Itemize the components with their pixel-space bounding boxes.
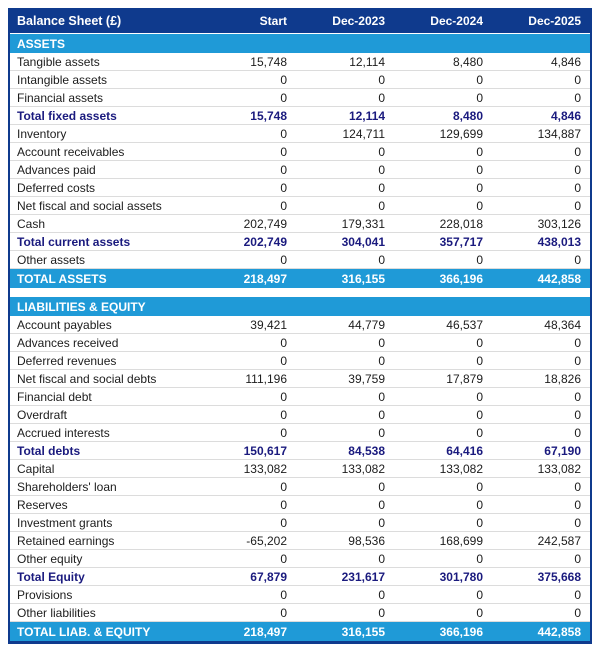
table-row: [10, 143, 590, 161]
balance-sheet-table: [8, 8, 592, 644]
table-row: [10, 532, 590, 550]
section-header-label: ASSETS: [17, 36, 66, 51]
section-header-liabilities-equity: [10, 297, 590, 316]
cell-value-start: 0: [280, 72, 287, 87]
cell-value-dec-2024: 0: [476, 587, 483, 602]
cell-value-dec-2023: 0: [378, 389, 385, 404]
cell-value-dec-2023: 0: [378, 180, 385, 195]
row-label: Tangible assets: [17, 54, 100, 69]
table-row: [10, 197, 590, 215]
row-label: Advances received: [17, 335, 119, 350]
cell-value-dec-2025: 0: [574, 144, 581, 159]
cell-value-dec-2024: 0: [476, 425, 483, 440]
cell-value-start: 0: [280, 551, 287, 566]
cell-value-start: 111,196: [245, 371, 287, 386]
table-row: [10, 550, 590, 568]
total-value-dec-2023: 316,155: [341, 624, 385, 639]
cell-value-dec-2025: 18,826: [544, 371, 581, 386]
cell-value-dec-2025: 0: [574, 72, 581, 87]
row-label: Net fiscal and social assets: [17, 198, 162, 213]
cell-value-dec-2024: 357,717: [439, 234, 483, 249]
table-row: [10, 604, 590, 622]
cell-value-dec-2025: 67,190: [544, 443, 581, 458]
row-label: Overdraft: [17, 407, 68, 422]
table-row: [10, 71, 590, 89]
cell-value-dec-2025: 0: [574, 389, 581, 404]
cell-value-dec-2023: 12,114: [349, 54, 385, 69]
cell-value-dec-2024: 17,879: [446, 371, 483, 386]
cell-value-dec-2025: 0: [574, 335, 581, 350]
cell-value-dec-2023: 98,536: [348, 533, 385, 548]
cell-value-dec-2024: 0: [476, 162, 483, 177]
column-header-dec-2023: Dec-2023: [332, 13, 385, 28]
row-label: Total fixed assets: [17, 108, 117, 123]
section-spacer: [10, 288, 590, 296]
table-row: [10, 125, 590, 143]
cell-value-dec-2025: 0: [574, 252, 581, 267]
cell-value-start: 0: [280, 162, 287, 177]
cell-value-start: 0: [280, 605, 287, 620]
table-row: [10, 215, 590, 233]
cell-value-dec-2024: 301,780: [439, 569, 483, 584]
cell-value-start: 0: [280, 144, 287, 159]
total-value-dec-2024: 366,196: [439, 624, 483, 639]
cell-value-dec-2025: 4,846: [550, 108, 581, 123]
cell-value-dec-2024: 0: [476, 497, 483, 512]
cell-value-dec-2023: 124,711: [342, 126, 385, 141]
row-label: Total debts: [17, 443, 81, 458]
row-label: Other assets: [17, 252, 86, 267]
row-label: Account receivables: [17, 144, 125, 159]
cell-value-dec-2024: 133,082: [439, 461, 483, 476]
cell-value-start: 0: [280, 335, 287, 350]
cell-value-dec-2023: 179,331: [341, 216, 385, 231]
cell-value-start: 0: [280, 515, 287, 530]
cell-value-start: 0: [280, 198, 287, 213]
total-row-label: TOTAL ASSETS: [17, 271, 107, 286]
cell-value-dec-2023: 12,114: [348, 108, 385, 123]
cell-value-dec-2025: 133,082: [537, 461, 581, 476]
table-row: [10, 334, 590, 352]
cell-value-dec-2025: 0: [574, 198, 581, 213]
row-label: Advances paid: [17, 162, 96, 177]
cell-value-dec-2024: 0: [476, 605, 483, 620]
cell-value-dec-2025: 0: [574, 587, 581, 602]
cell-value-dec-2024: 0: [476, 144, 483, 159]
row-label: Retained earnings: [17, 533, 115, 548]
row-label: Financial assets: [17, 90, 104, 105]
column-header-dec-2024: Dec-2024: [430, 13, 483, 28]
cell-value-start: 0: [280, 180, 287, 195]
row-label: Reserves: [17, 497, 68, 512]
column-header-dec-2025: Dec-2025: [528, 13, 581, 28]
row-label: Financial debt: [17, 389, 92, 404]
cell-value-dec-2025: 134,887: [537, 126, 581, 141]
cell-value-dec-2023: 0: [378, 551, 385, 566]
cell-value-dec-2023: 0: [378, 353, 385, 368]
cell-value-dec-2023: 0: [378, 90, 385, 105]
cell-value-start: 202,749: [243, 234, 287, 249]
cell-value-dec-2024: 0: [476, 389, 483, 404]
total-value-dec-2023: 316,155: [341, 271, 385, 286]
row-label: Intangible assets: [17, 72, 108, 87]
table-row: [10, 352, 590, 370]
table-row: [10, 370, 590, 388]
row-label: Accrued interests: [17, 425, 110, 440]
subtotal-row: [10, 442, 590, 460]
cell-value-start: 0: [280, 353, 287, 368]
cell-value-dec-2023: 0: [378, 497, 385, 512]
row-label: Capital: [17, 461, 55, 476]
cell-value-dec-2023: 84,538: [348, 443, 385, 458]
table-row: [10, 406, 590, 424]
column-header-start: Start: [259, 13, 287, 28]
cell-value-start: 67,879: [250, 569, 287, 584]
cell-value-dec-2024: 0: [476, 515, 483, 530]
table-row: [10, 586, 590, 604]
cell-value-dec-2023: 0: [378, 252, 385, 267]
row-label: Provisions: [17, 587, 73, 602]
table-header-row: [10, 8, 590, 33]
cell-value-dec-2025: 0: [574, 407, 581, 422]
table-row: [10, 388, 590, 406]
cell-value-start: 0: [280, 389, 287, 404]
cell-value-dec-2024: 0: [476, 72, 483, 87]
cell-value-dec-2023: 0: [378, 144, 385, 159]
cell-value-start: 0: [280, 126, 287, 141]
table-row: [10, 179, 590, 197]
cell-value-dec-2024: 228,018: [439, 216, 483, 231]
cell-value-dec-2025: 242,587: [537, 533, 581, 548]
cell-value-dec-2024: 8,480: [452, 108, 483, 123]
table-row: [10, 496, 590, 514]
row-label: Total Equity: [17, 569, 85, 584]
cell-value-start: 39,421: [250, 317, 287, 332]
cell-value-dec-2023: 0: [378, 515, 385, 530]
row-label: Deferred revenues: [17, 353, 117, 368]
cell-value-dec-2023: 0: [378, 162, 385, 177]
cell-value-dec-2024: 0: [476, 180, 483, 195]
cell-value-start: 15,748: [250, 108, 287, 123]
section-header-label: LIABILITIES & EQUITY: [17, 299, 146, 314]
cell-value-dec-2024: 129,699: [439, 126, 483, 141]
cell-value-dec-2023: 0: [378, 479, 385, 494]
cell-value-dec-2023: 39,759: [348, 371, 385, 386]
table-body: [10, 34, 590, 641]
cell-value-dec-2025: 0: [574, 479, 581, 494]
cell-value-start: 0: [280, 252, 287, 267]
row-label: Other liabilities: [17, 605, 96, 620]
total-value-start: 218,497: [243, 271, 287, 286]
cell-value-dec-2024: 0: [476, 479, 483, 494]
row-label: Inventory: [17, 126, 67, 141]
cell-value-dec-2024: 0: [476, 407, 483, 422]
cell-value-dec-2025: 303,126: [537, 216, 581, 231]
cell-value-start: 0: [280, 425, 287, 440]
total-value-start: 218,497: [243, 624, 287, 639]
cell-value-dec-2025: 0: [574, 90, 581, 105]
total-row-assets: [10, 269, 590, 288]
cell-value-dec-2023: 0: [378, 605, 385, 620]
total-row-label: TOTAL LIAB. & EQUITY: [17, 624, 151, 639]
cell-value-dec-2025: 48,364: [544, 317, 581, 332]
cell-value-start: 0: [280, 90, 287, 105]
table-row: [10, 161, 590, 179]
cell-value-dec-2023: 0: [378, 72, 385, 87]
cell-value-dec-2025: 0: [574, 605, 581, 620]
cell-value-dec-2023: 0: [378, 407, 385, 422]
row-label: Shareholders' loan: [17, 479, 117, 494]
cell-value-dec-2023: 133,082: [341, 461, 385, 476]
table-row: [10, 478, 590, 496]
subtotal-row: [10, 568, 590, 586]
row-label: Cash: [17, 216, 46, 231]
subtotal-row: [10, 233, 590, 251]
cell-value-start: 202,749: [243, 216, 287, 231]
row-label: Deferred costs: [17, 180, 96, 195]
cell-value-dec-2023: 0: [378, 587, 385, 602]
cell-value-dec-2025: 4,846: [550, 54, 581, 69]
cell-value-dec-2025: 0: [574, 180, 581, 195]
cell-value-dec-2024: 168,699: [439, 533, 483, 548]
cell-value-dec-2025: 375,668: [537, 569, 581, 584]
cell-value-dec-2023: 0: [378, 198, 385, 213]
row-label: Investment grants: [17, 515, 113, 530]
cell-value-dec-2023: 44,779: [348, 317, 385, 332]
cell-value-dec-2023: 231,617: [341, 569, 385, 584]
cell-value-dec-2023: 304,041: [341, 234, 385, 249]
cell-value-start: 150,617: [243, 443, 287, 458]
cell-value-start: 0: [280, 497, 287, 512]
table-row: [10, 460, 590, 478]
table-row: [10, 251, 590, 269]
table-row: [10, 316, 590, 334]
cell-value-dec-2024: 46,537: [446, 317, 483, 332]
table-row: [10, 53, 590, 71]
cell-value-dec-2024: 0: [476, 551, 483, 566]
cell-value-dec-2025: 0: [574, 515, 581, 530]
cell-value-dec-2025: 0: [574, 425, 581, 440]
total-row-liabilities-equity: [10, 622, 590, 641]
cell-value-dec-2024: 8,480: [452, 54, 483, 69]
cell-value-dec-2025: 0: [574, 551, 581, 566]
cell-value-start: -65,202: [246, 533, 287, 548]
cell-value-start: 0: [280, 479, 287, 494]
row-label: Account payables: [17, 317, 112, 332]
row-label: Net fiscal and social debts: [17, 371, 157, 386]
cell-value-start: 0: [280, 587, 287, 602]
subtotal-row: [10, 107, 590, 125]
cell-value-dec-2024: 0: [476, 252, 483, 267]
table-row: [10, 89, 590, 107]
row-label: Other equity: [17, 551, 83, 566]
cell-value-dec-2025: 0: [574, 353, 581, 368]
total-value-dec-2025: 442,858: [537, 624, 581, 639]
cell-value-start: 133,082: [243, 461, 287, 476]
cell-value-dec-2024: 0: [476, 90, 483, 105]
table-row: [10, 514, 590, 532]
cell-value-dec-2024: 0: [476, 198, 483, 213]
cell-value-dec-2024: 0: [476, 353, 483, 368]
total-value-dec-2024: 366,196: [439, 271, 483, 286]
cell-value-dec-2024: 64,416: [446, 443, 483, 458]
cell-value-start: 0: [280, 407, 287, 422]
cell-value-dec-2024: 0: [476, 335, 483, 350]
cell-value-dec-2025: 438,013: [537, 234, 581, 249]
cell-value-dec-2023: 0: [378, 425, 385, 440]
row-label: Total current assets: [17, 234, 131, 249]
cell-value-dec-2025: 0: [574, 497, 581, 512]
cell-value-dec-2025: 0: [574, 162, 581, 177]
total-value-dec-2025: 442,858: [537, 271, 581, 286]
cell-value-start: 15,748: [250, 54, 287, 69]
table-title: Balance Sheet (£): [17, 13, 122, 28]
section-header-assets: [10, 34, 590, 53]
cell-value-dec-2023: 0: [378, 335, 385, 350]
table-row: [10, 424, 590, 442]
